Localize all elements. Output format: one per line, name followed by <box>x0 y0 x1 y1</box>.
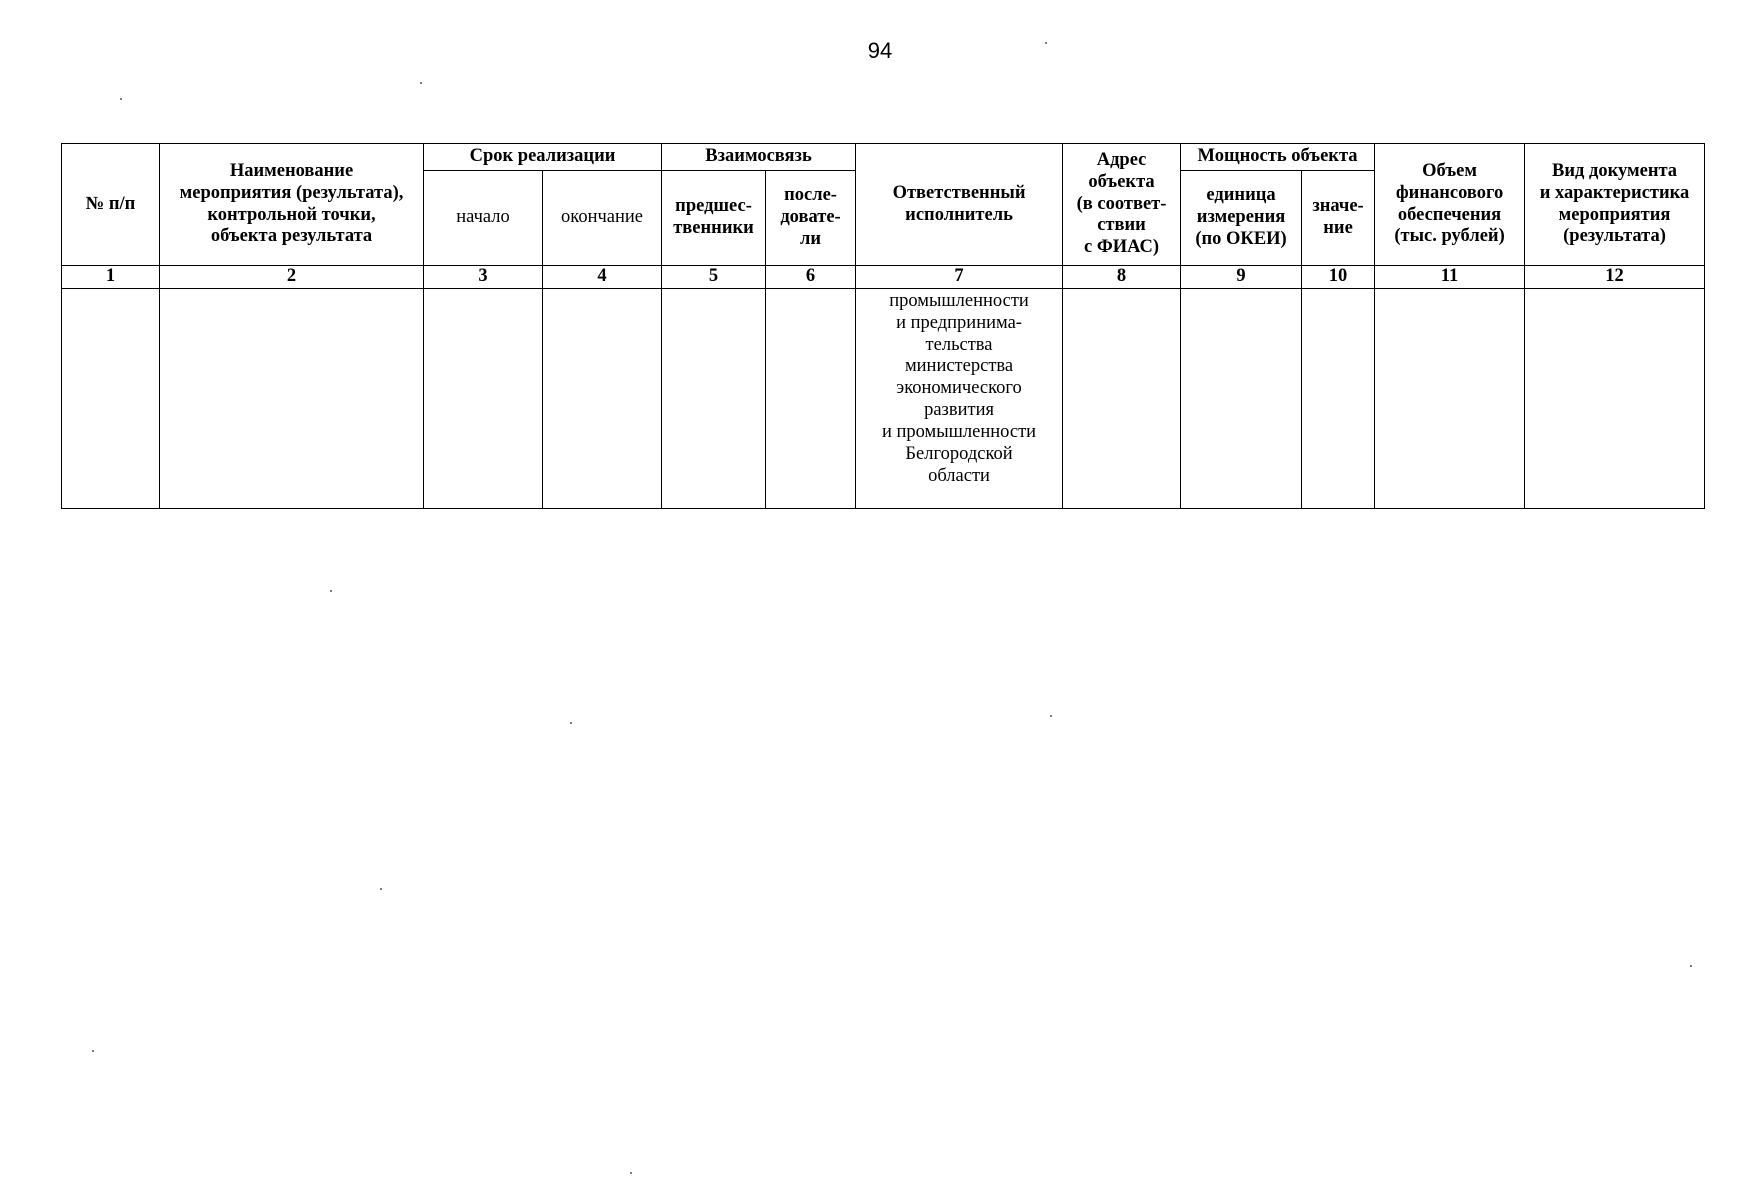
column-number: 7 <box>856 266 1063 289</box>
page-number: 94 <box>867 38 893 63</box>
header-term-group: Срок реализации <box>424 144 662 171</box>
column-number: 4 <box>543 266 662 289</box>
cell-address <box>1063 289 1181 509</box>
header-name: Наименование мероприятия (результата), контрольной точки, объекта результата <box>160 144 424 266</box>
scan-speck <box>1045 42 1047 44</box>
column-number: 12 <box>1525 266 1705 289</box>
cell-value <box>1302 289 1375 509</box>
column-number: 8 <box>1063 266 1181 289</box>
header-term-start: начало <box>424 171 543 266</box>
header-address: Адрес объекта (в соответ- ствии с ФИАС) <box>1063 144 1181 266</box>
header-num: № п/п <box>62 144 160 266</box>
cell-name <box>160 289 424 509</box>
column-number: 10 <box>1302 266 1375 289</box>
cell-finance <box>1375 289 1525 509</box>
scan-speck <box>630 1172 632 1174</box>
header-capacity-unit: единица измерения (по ОКЕИ) <box>1181 171 1302 266</box>
cell-doc-type <box>1525 289 1705 509</box>
scan-speck <box>570 722 572 724</box>
table-row <box>62 289 1705 509</box>
column-number: 1 <box>62 266 160 289</box>
header-finance: Объем финансового обеспечения (тыс. рублей) <box>1375 144 1525 266</box>
cell-end <box>543 289 662 509</box>
header-link-successors: после- довате- ли <box>766 171 856 266</box>
scan-speck <box>420 82 422 84</box>
header-capacity-group: Мощность объекта <box>1181 144 1375 171</box>
scan-speck <box>1050 715 1052 717</box>
scan-speck <box>92 1050 94 1052</box>
scan-speck <box>330 590 332 592</box>
column-number-row <box>62 266 1705 289</box>
column-number: 3 <box>424 266 543 289</box>
header-term-end: окончание <box>543 171 662 266</box>
cell-responsible: промышленности и предпринима- тельства министерства экономического развития и промышленности Белгородской области <box>856 289 1063 509</box>
cell-unit <box>1181 289 1302 509</box>
header-link-group: Взаимосвязь <box>662 144 856 171</box>
column-number: 11 <box>1375 266 1525 289</box>
scan-speck <box>1690 965 1692 967</box>
plan-table <box>61 143 1705 509</box>
column-number: 2 <box>160 266 424 289</box>
scan-speck <box>120 98 122 100</box>
cell-start <box>424 289 543 509</box>
column-number: 6 <box>766 266 856 289</box>
cell-successors <box>766 289 856 509</box>
header-doc-type: Вид документа и характеристика мероприятия (результата) <box>1525 144 1705 266</box>
cell-num <box>62 289 160 509</box>
column-number: 5 <box>662 266 766 289</box>
scan-speck <box>380 888 382 890</box>
header-link-predecessors: предшес- твенники <box>662 171 766 266</box>
cell-predecessors <box>662 289 766 509</box>
header-capacity-value: значе- ние <box>1302 171 1375 266</box>
column-number: 9 <box>1181 266 1302 289</box>
header-responsible: Ответственный исполнитель <box>856 144 1063 266</box>
